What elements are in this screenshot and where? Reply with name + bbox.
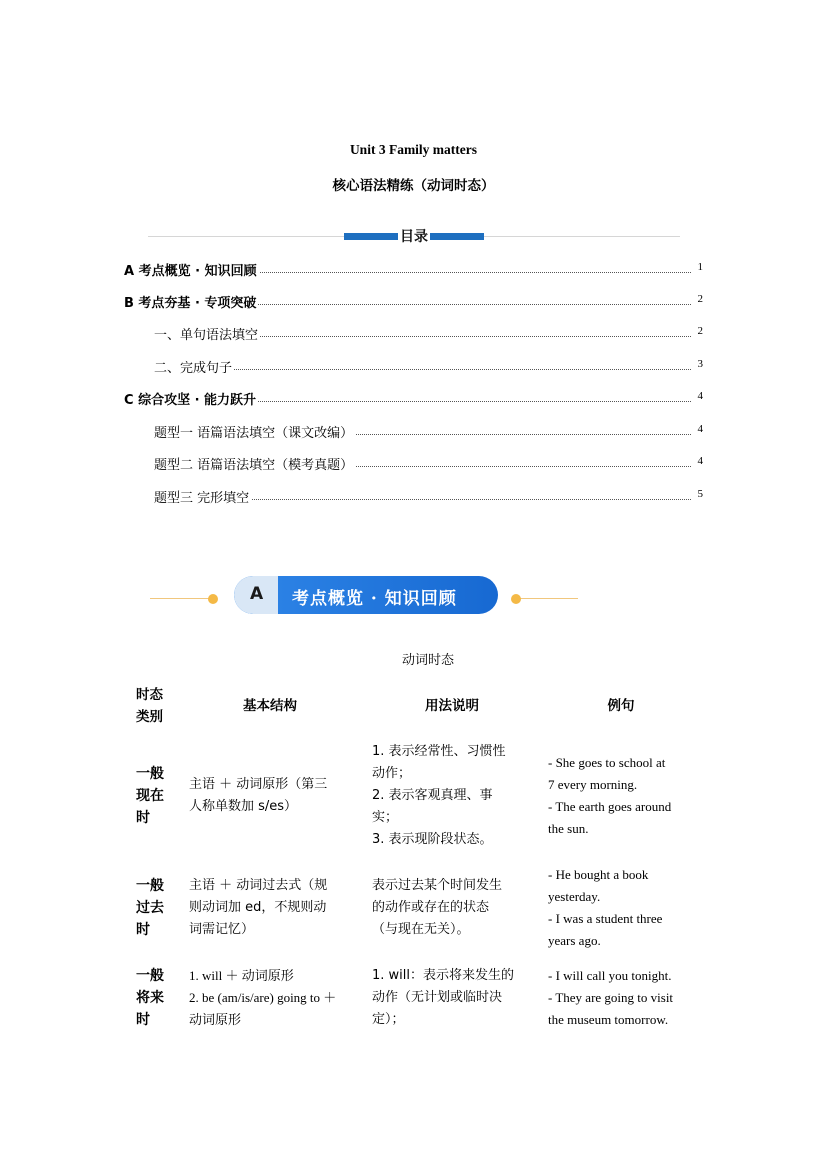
- usage-line: 实；: [372, 810, 399, 825]
- example-line: - I will call you tonight.: [548, 968, 672, 983]
- toc-leader: [154, 369, 691, 370]
- header-type: [136, 684, 176, 728]
- toc-entry-text: 题型三 完形填空: [154, 487, 251, 506]
- toc-entry-page: 2: [697, 293, 703, 305]
- toc-entry[interactable]: [0, 487, 827, 507]
- row-usage: [372, 741, 542, 851]
- structure-line: 2. be (am/is/are) going to ＋: [189, 990, 337, 1005]
- toc-bar-right: [430, 233, 484, 240]
- toc-heading: 目录: [398, 226, 430, 246]
- example-line: the sun.: [548, 821, 589, 836]
- row-type: [136, 965, 176, 1031]
- row-example: [548, 864, 708, 952]
- usage-line: 动作；: [372, 766, 412, 781]
- row-example: [548, 752, 708, 840]
- toc-entry[interactable]: [0, 260, 827, 280]
- row-type-line: 一般: [136, 766, 164, 782]
- banner-line-right: [516, 598, 578, 599]
- toc-entry-text: A 考点概览 · 知识回顾: [124, 260, 259, 279]
- row-type-line: 时: [136, 922, 150, 938]
- usage-line: 1. will：表示将来发生的: [372, 968, 515, 983]
- structure-line: 词需记忆）: [189, 922, 255, 937]
- toc-entry-text: 题型一 语篇语法填空（课文改编）: [154, 422, 355, 441]
- banner-dot-left: [208, 594, 218, 604]
- example-line: - They are going to visit: [548, 990, 674, 1005]
- toc-entry[interactable]: [0, 389, 827, 409]
- usage-line: 2. 表示客观真理、事: [372, 788, 493, 803]
- toc-entry[interactable]: [0, 324, 827, 344]
- example-line: yesterday.: [548, 889, 601, 904]
- document-title: Unit 3 Family matters: [349, 142, 478, 157]
- row-type-line: 将来: [136, 990, 164, 1006]
- toc-entry[interactable]: [0, 454, 827, 474]
- example-line: 7 every morning.: [548, 777, 638, 792]
- row-type: [136, 875, 176, 941]
- header-example: 例句: [607, 698, 635, 714]
- row-example: [548, 965, 708, 1031]
- row-type: [136, 763, 176, 829]
- example-line: years ago.: [548, 933, 601, 948]
- example-line: - The earth goes around: [548, 799, 672, 814]
- banner-letter: A: [250, 584, 264, 604]
- row-type-line: 过去: [136, 900, 164, 916]
- usage-line: 3. 表示现阶段状态。: [372, 832, 493, 847]
- header-type-line: 时态: [136, 687, 163, 703]
- header-usage: 用法说明: [425, 698, 479, 714]
- document-subtitle: 核心语法精练（动词时态）: [332, 178, 495, 194]
- toc-entry-page: 3: [697, 358, 703, 370]
- usage-line: 的动作或存在的状态: [372, 900, 490, 915]
- row-type-line: 一般: [136, 878, 164, 894]
- toc-entry-text: B 考点夯基 · 专项突破: [124, 292, 258, 311]
- table-caption: 动词时态: [401, 653, 454, 668]
- toc-entry-text: 题型二 语篇语法填空（模考真题）: [154, 454, 355, 473]
- toc-entry-page: 4: [697, 423, 703, 435]
- toc-entry[interactable]: [0, 292, 827, 312]
- toc-entry-page: 4: [697, 390, 703, 402]
- structure-line: 主语 ＋ 动词原形（第三: [189, 777, 328, 792]
- header-structure: 基本结构: [243, 698, 297, 714]
- structure-line: 1. will ＋ 动词原形: [189, 968, 294, 983]
- structure-line: 主语 ＋ 动词过去式（规: [189, 878, 328, 893]
- header-type-line: 类别: [136, 709, 163, 725]
- banner-dot-right: [511, 594, 521, 604]
- row-usage: [372, 875, 542, 941]
- toc-entry-page: 1: [697, 261, 703, 273]
- structure-line: 人称单数加 s/es）: [189, 799, 298, 814]
- toc-entry-text: 一、单句语法填空: [154, 324, 260, 343]
- row-type-line: 时: [136, 810, 150, 826]
- structure-line: 动词原形: [189, 1012, 242, 1027]
- usage-line: 动作（无计划或临时决: [372, 990, 503, 1005]
- example-line: - He bought a book: [548, 867, 649, 882]
- banner-line-left: [150, 598, 214, 599]
- row-usage: [372, 965, 542, 1031]
- row-structure: [189, 875, 359, 941]
- banner-title: 考点概览 · 知识回顾: [292, 589, 457, 609]
- toc-entry-text: C 综合攻坚 · 能力跃升: [124, 389, 258, 408]
- section-banner: [234, 576, 498, 614]
- usage-line: （与现在无关）。: [372, 922, 470, 937]
- row-type-line: 时: [136, 1012, 150, 1028]
- example-line: - I was a student three: [548, 911, 663, 926]
- toc-entry[interactable]: [0, 422, 827, 442]
- usage-line: 表示过去某个时间发生: [372, 878, 503, 893]
- row-type-line: 现在: [136, 788, 164, 804]
- row-structure: [189, 774, 359, 818]
- toc-entry-page: 5: [697, 488, 703, 500]
- example-line: the museum tomorrow.: [548, 1012, 669, 1027]
- toc-entry-text: 二、完成句子: [154, 357, 234, 376]
- toc-bar-left: [344, 233, 398, 240]
- usage-line: 定）；: [372, 1012, 405, 1027]
- toc-entry-page: 2: [697, 325, 703, 337]
- toc-entry[interactable]: [0, 357, 827, 377]
- row-type-line: 一般: [136, 968, 164, 984]
- toc-entry-page: 4: [697, 455, 703, 467]
- example-line: - She goes to school at: [548, 755, 666, 770]
- structure-line: 则动词加 ed，不规则动: [189, 900, 327, 915]
- row-structure: [189, 965, 364, 1031]
- usage-line: 1. 表示经常性、习惯性: [372, 744, 506, 759]
